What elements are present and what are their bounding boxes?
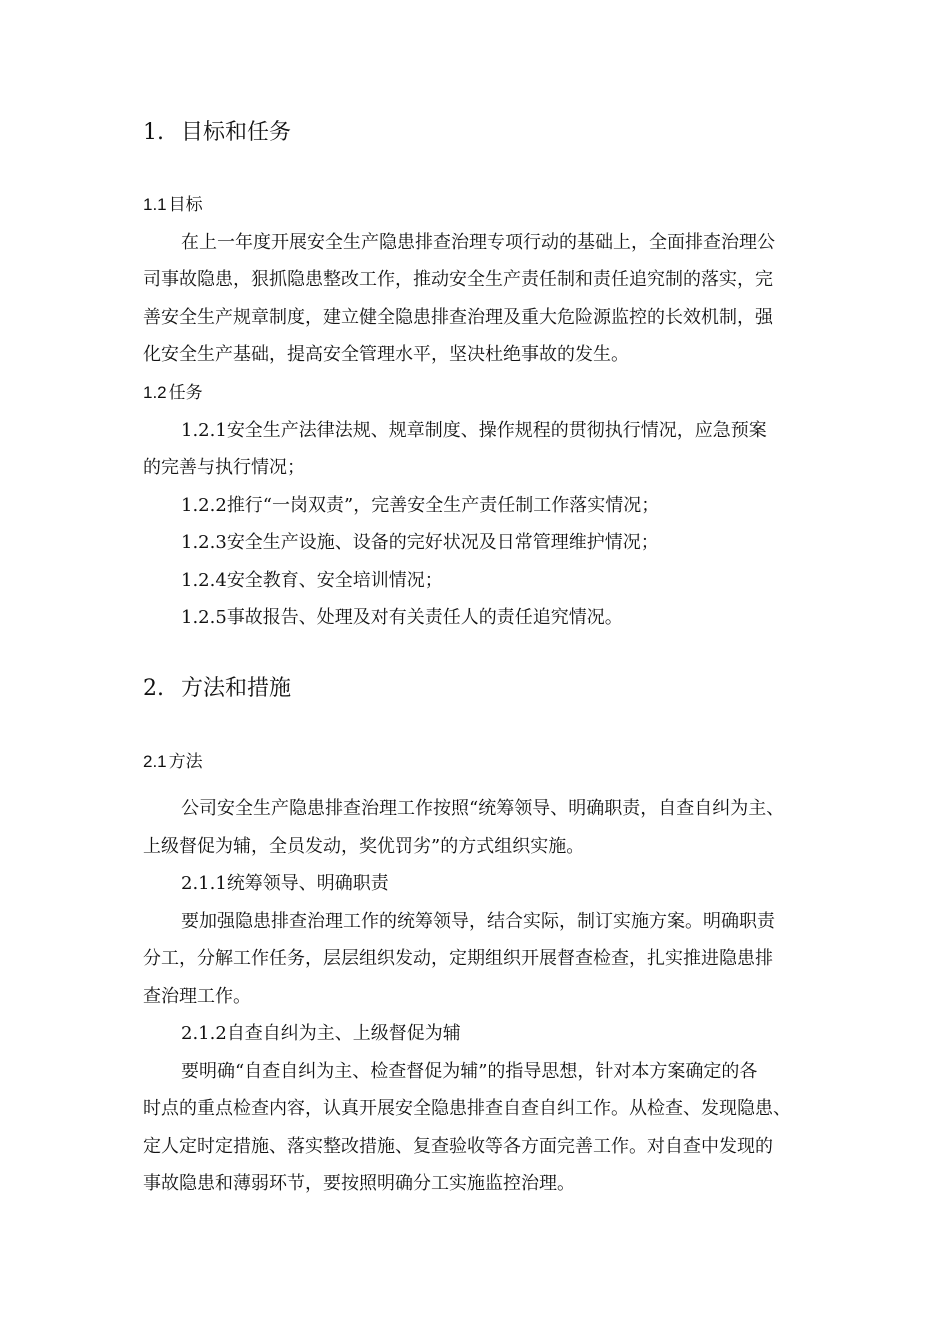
item-title: 统筹领导、明确职责 (226, 873, 389, 894)
item-number: 1.2.2 (181, 495, 227, 516)
paragraph-line: 在上一年度开展安全生产隐患排查治理专项行动的基础上，全面排查治理公 (181, 232, 775, 253)
subsection-1-1-heading (143, 193, 203, 217)
task-item (181, 494, 659, 518)
item-title: 自查自纠为主、上级督促为辅 (226, 1023, 461, 1044)
item-number: 1.2.1 (181, 420, 227, 441)
item-number: 1.2.3 (181, 532, 227, 553)
task-item (181, 531, 659, 555)
method-item-heading (181, 872, 389, 896)
paragraph-line: 要明确“自查自纠为主、检查督促为辅”的指导思想，针对本方案确定的各 (181, 1061, 758, 1082)
section-1-heading (143, 119, 291, 147)
subsection-title: 方法 (168, 752, 203, 771)
section-number: 1. (143, 120, 164, 145)
paragraph-line: 化安全生产基础，提高安全管理水平，坚决杜绝事故的发生。 (143, 344, 629, 365)
method-item-heading (181, 1022, 461, 1046)
task-item (181, 419, 767, 443)
paragraph-line: 分工，分解工作任务，层层组织发动，定期组织开展督查检查，扎实推进隐患排 (143, 948, 773, 969)
subsection-2-1-heading (143, 750, 203, 774)
item-number: 1.2.4 (181, 570, 227, 591)
item-text: 事故报告、处理及对有关责任人的责任追究情况。 (226, 607, 623, 628)
paragraph-line: 要加强隐患排查治理工作的统筹领导，结合实际，制订实施方案。明确职责 (181, 911, 775, 932)
paragraph-line: 上级督促为辅，全员发动，奖优罚劣”的方式组织实施。 (143, 836, 585, 857)
subsection-number: 1.1 (143, 195, 167, 214)
section-number: 2. (143, 676, 164, 701)
item-text: 推行“一岗双责”，完善安全生产责任制工作落实情况； (226, 495, 660, 516)
section-2-heading (143, 675, 291, 703)
subsection-title: 目标 (168, 195, 203, 214)
subsection-title: 任务 (168, 383, 203, 402)
task-item (181, 606, 623, 630)
paragraph-line: 善安全生产规章制度，建立健全隐患排查治理及重大危险源监控的长效机制，强 (143, 307, 773, 328)
section-title: 目标和任务 (181, 120, 292, 145)
paragraph-line: 事故隐患和薄弱环节，要按照明确分工实施监控治理。 (143, 1173, 575, 1194)
item-number: 1.2.5 (181, 607, 227, 628)
task-item-continuation: 的完善与执行情况； (143, 457, 305, 478)
task-item (181, 569, 443, 593)
item-text: 安全教育、安全培训情况； (226, 570, 443, 591)
paragraph-line: 时点的重点检查内容，认真开展安全隐患排查自查自纠工作。从检查、发现隐患、 (143, 1098, 791, 1119)
paragraph-line: 司事故隐患，狠抓隐患整改工作，推动安全生产责任制和责任追究制的落实，完 (143, 269, 773, 290)
subsection-number: 1.2 (143, 383, 167, 402)
subsection-1-2-heading (143, 381, 203, 405)
paragraph-line: 定人定时定措施、落实整改措施、复查验收等各方面完善工作。对自查中发现的 (143, 1136, 773, 1157)
section-title: 方法和措施 (181, 676, 292, 701)
paragraph-line: 查治理工作。 (143, 986, 251, 1007)
item-number: 2.1.1 (181, 873, 227, 894)
paragraph-line: 公司安全生产隐患排查治理工作按照“统筹领导、明确职责，自查自纠为主、 (181, 798, 785, 819)
item-text: 安全生产法律法规、规章制度、操作规程的贯彻执行情况，应急预案 (226, 420, 767, 441)
item-number: 2.1.2 (181, 1023, 227, 1044)
item-text: 安全生产设施、设备的完好状况及日常管理维护情况； (226, 532, 659, 553)
subsection-number: 2.1 (143, 752, 167, 771)
